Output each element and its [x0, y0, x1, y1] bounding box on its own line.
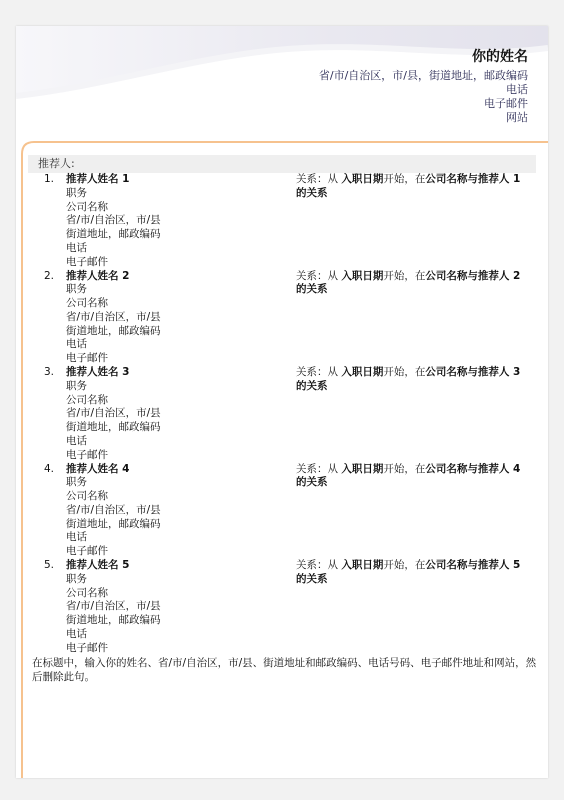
- relationship-start-date: 入职日期: [341, 269, 384, 282]
- reference-relationship: [296, 366, 528, 394]
- reference-company: 公司名称: [66, 586, 108, 599]
- reference-item: [16, 463, 548, 560]
- relationship-prefix: 关系：从: [296, 366, 342, 378]
- reference-name: 推荐人姓名 2: [66, 269, 130, 282]
- reference-street: 街道地址，邮政编码: [66, 228, 161, 241]
- email-line: 电子邮件: [484, 97, 528, 110]
- reference-phone: 电话: [66, 241, 87, 254]
- reference-company: 公司名称: [66, 297, 108, 310]
- reference-company: 公司名称: [66, 490, 108, 503]
- relationship-prefix: 关系：从: [296, 559, 342, 571]
- relationship-mid: 开始，在: [383, 173, 426, 185]
- relationship-company: 公司名称与推荐人 4 的关系: [296, 462, 521, 489]
- relationship-mid: 开始，在: [383, 462, 426, 475]
- document-page: [16, 26, 548, 778]
- reference-email: 电子邮件: [66, 448, 108, 461]
- reference-email: 电子邮件: [66, 255, 108, 268]
- reference-city: 省/市/自治区，市/县: [66, 214, 161, 227]
- reference-number: 2.: [44, 269, 55, 282]
- reference-item: [16, 559, 548, 656]
- reference-email: 电子邮件: [66, 641, 108, 654]
- relationship-start-date: 入职日期: [341, 366, 384, 378]
- reference-number: 3.: [44, 366, 55, 378]
- reference-company: 公司名称: [66, 393, 108, 406]
- reference-city: 省/市/自治区，市/县: [66, 503, 161, 516]
- reference-number: 5.: [44, 559, 55, 571]
- relationship-prefix: 关系：从: [296, 462, 342, 475]
- references-heading: 推荐人:: [28, 155, 536, 173]
- reference-name: 推荐人姓名 4: [66, 462, 130, 475]
- reference-title: 职务: [66, 476, 87, 489]
- reference-relationship: [296, 559, 528, 587]
- relationship-start-date: 入职日期: [341, 173, 384, 185]
- reference-number: 1.: [44, 173, 55, 185]
- reference-phone: 电话: [66, 338, 87, 351]
- address-line: 省/市/自治区，市/县，街道地址，邮政编码: [318, 69, 528, 82]
- reference-name: 推荐人姓名 3: [66, 366, 130, 378]
- reference-number: 4.: [44, 462, 55, 475]
- instruction-note: 在标题中，输入你的姓名、省/市/自治区，市/县、街道地址和邮政编码、电话号码、电子邮件地址和网站，然后删除此句。: [32, 657, 537, 683]
- website-line: 网站: [506, 111, 528, 124]
- reference-city: 省/市/自治区，市/县: [66, 407, 161, 420]
- reference-title: 职务: [66, 379, 87, 392]
- reference-item: [16, 173, 548, 270]
- reference-street: 街道地址，邮政编码: [66, 517, 161, 530]
- reference-email: 电子邮件: [66, 352, 108, 365]
- reference-phone: 电话: [66, 627, 87, 640]
- reference-email: 电子邮件: [66, 545, 108, 558]
- reference-relationship: [296, 463, 528, 491]
- reference-street: 街道地址，邮政编码: [66, 614, 161, 627]
- references-list: [16, 173, 548, 656]
- relationship-company: 公司名称与推荐人 3 的关系: [296, 366, 521, 392]
- relationship-prefix: 关系：从: [296, 173, 342, 185]
- reference-company: 公司名称: [66, 200, 108, 213]
- relationship-start-date: 入职日期: [341, 462, 384, 475]
- relationship-mid: 开始，在: [383, 366, 426, 378]
- relationship-company: 公司名称与推荐人 1 的关系: [296, 173, 521, 199]
- reference-city: 省/市/自治区，市/县: [66, 600, 161, 613]
- phone-line: 电话: [506, 83, 528, 96]
- reference-item: [16, 366, 548, 463]
- your-name: 你的姓名: [472, 49, 528, 65]
- relationship-mid: 开始，在: [383, 269, 426, 282]
- relationship-prefix: 关系：从: [296, 269, 342, 282]
- reference-relationship: [296, 173, 528, 201]
- relationship-company: 公司名称与推荐人 5 的关系: [296, 559, 521, 585]
- reference-phone: 电话: [66, 434, 87, 447]
- reference-relationship: [296, 270, 528, 298]
- reference-name: 推荐人姓名 5: [66, 559, 130, 571]
- reference-item: [16, 270, 548, 367]
- contact-header: [319, 48, 528, 125]
- relationship-company: 公司名称与推荐人 2 的关系: [296, 269, 521, 296]
- reference-title: 职务: [66, 572, 87, 585]
- reference-title: 职务: [66, 283, 87, 296]
- reference-name: 推荐人姓名 1: [66, 173, 130, 185]
- reference-street: 街道地址，邮政编码: [66, 324, 161, 337]
- reference-street: 街道地址，邮政编码: [66, 421, 161, 434]
- reference-phone: 电话: [66, 531, 87, 544]
- relationship-mid: 开始，在: [383, 559, 426, 571]
- reference-title: 职务: [66, 186, 87, 199]
- relationship-start-date: 入职日期: [341, 559, 384, 571]
- reference-city: 省/市/自治区，市/县: [66, 310, 161, 323]
